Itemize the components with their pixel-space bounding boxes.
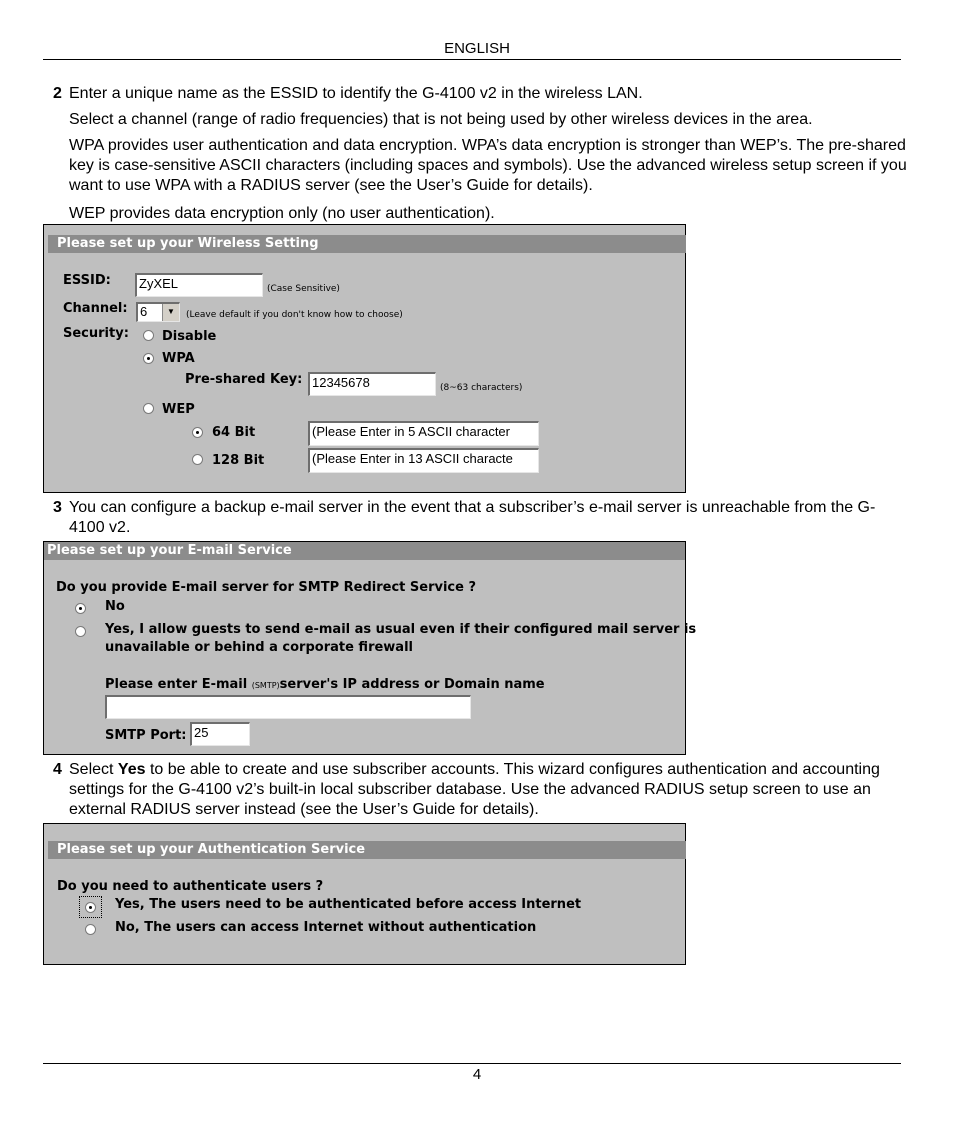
smtp-server-label-b: server's IP address or Domain name bbox=[279, 677, 545, 692]
auth-no-label: No, The users can access Internet without authentication bbox=[115, 920, 537, 935]
security-disable-label: Disable bbox=[162, 329, 217, 344]
psk-input[interactable]: 12345678 bbox=[308, 372, 436, 396]
step-3-text: You can configure a backup e-mail server in the event that a subscriber’s e-mail server is unreachable from the G-4100 v2. bbox=[69, 499, 876, 536]
step-4-number: 4 bbox=[53, 761, 62, 778]
auth-panel-title: Please set up your Authentication Service bbox=[48, 841, 686, 859]
step-4-text-pre: Select bbox=[69, 761, 118, 778]
wep-64-label: 64 Bit bbox=[212, 425, 256, 440]
step-2-wep-note: WEP provides data encryption only (no user authentication). bbox=[69, 205, 495, 222]
security-wpa-label: WPA bbox=[162, 351, 195, 366]
channel-select[interactable] bbox=[136, 302, 180, 322]
psk-label: Pre-shared Key: bbox=[185, 372, 303, 387]
page-header: ENGLISH bbox=[444, 40, 510, 57]
smtp-server-label bbox=[105, 677, 545, 694]
chevron-down-icon[interactable]: ▼ bbox=[162, 304, 179, 321]
auth-yes-label: Yes, The users need to be authenticated before access Internet bbox=[115, 897, 582, 912]
step-2-line-1: Enter a unique name as the ESSID to identify the G-4100 v2 in the wireless LAN. bbox=[69, 85, 643, 102]
smtp-question: Do you provide E-mail server for SMTP Redirect Service ? bbox=[56, 580, 477, 595]
auth-no-radio[interactable] bbox=[85, 924, 96, 935]
essid-hint: (Case Sensitive) bbox=[267, 284, 340, 294]
security-wep-label: WEP bbox=[162, 402, 195, 417]
step-4-text-bold: Yes bbox=[117, 761, 146, 778]
smtp-no-radio[interactable] bbox=[75, 603, 86, 614]
step-3-number: 3 bbox=[53, 499, 62, 516]
smtp-server-label-a: Please enter E-mail bbox=[105, 677, 248, 692]
channel-label: Channel: bbox=[63, 301, 128, 316]
essid-input[interactable]: ZyXEL bbox=[135, 273, 263, 297]
wep-64-key-input[interactable]: (Please Enter in 5 ASCII character bbox=[308, 421, 539, 446]
channel-value: 6 bbox=[140, 304, 148, 319]
step-2-wpa-paragraph: WPA provides user authentication and data encryption. WPA’s data encryption is stronger than WEP’s. The pre-shared key is case-sensitive ASCII characters (including spaces and symbols). Use the advanced wireless setup screen if you want to use WPA with a RADIUS server (see the User’s Guide for details). bbox=[69, 137, 907, 194]
wep-128-key-input[interactable]: (Please Enter in 13 ASCII characte bbox=[308, 448, 539, 473]
smtp-port-label: SMTP Port: bbox=[105, 728, 187, 743]
psk-hint: (8~63 characters) bbox=[440, 383, 523, 393]
security-label: Security: bbox=[63, 326, 129, 341]
wireless-setting-panel bbox=[43, 224, 686, 493]
step-4-text bbox=[69, 760, 899, 820]
smtp-port-input[interactable]: 25 bbox=[190, 722, 250, 746]
auth-question: Do you need to authenticate users ? bbox=[57, 879, 324, 894]
page-number: 4 bbox=[472, 1066, 482, 1083]
channel-hint: (Leave default if you don't know how to choose) bbox=[186, 310, 403, 320]
wep-64-radio[interactable] bbox=[192, 427, 203, 438]
wep-128-label: 128 Bit bbox=[212, 453, 265, 468]
authentication-panel bbox=[43, 823, 686, 965]
header-rule bbox=[43, 59, 901, 60]
wep-128-radio[interactable] bbox=[192, 454, 203, 465]
smtp-server-label-smtp: (SMTP) bbox=[251, 681, 280, 690]
security-wep-radio[interactable] bbox=[143, 403, 154, 414]
smtp-yes-radio[interactable] bbox=[75, 626, 86, 637]
auth-yes-radio[interactable] bbox=[85, 902, 96, 913]
security-wpa-radio[interactable] bbox=[143, 353, 154, 364]
step-2-number: 2 bbox=[53, 85, 62, 102]
email-panel-title: Please set up your E-mail Service bbox=[44, 542, 685, 560]
email-service-panel bbox=[43, 541, 697, 755]
wireless-panel-title: Please set up your Wireless Setting bbox=[48, 235, 686, 253]
smtp-yes-label-line-2: unavailable or behind a corporate firewall bbox=[105, 640, 413, 655]
smtp-no-label: No bbox=[105, 599, 125, 614]
security-disable-radio[interactable] bbox=[143, 330, 154, 341]
smtp-yes-label-line-1: Yes, I allow guests to send e-mail as usual even if their configured mail server is bbox=[105, 622, 697, 637]
essid-label: ESSID: bbox=[63, 273, 111, 288]
step-2-line-2: Select a channel (range of radio frequencies) that is not being used by other wireless devices in the area. bbox=[69, 111, 813, 128]
step-4-text-post: to be able to create and use subscriber accounts. This wizard configures authentication and accounting settings for the G-4100 v2’s built-in local subscriber database. Use the advanced RADIUS setup screen to use an external RADIUS server instead (see the User’s Guide for details). bbox=[69, 761, 880, 818]
footer-rule bbox=[43, 1063, 901, 1064]
smtp-server-input[interactable] bbox=[105, 695, 471, 719]
